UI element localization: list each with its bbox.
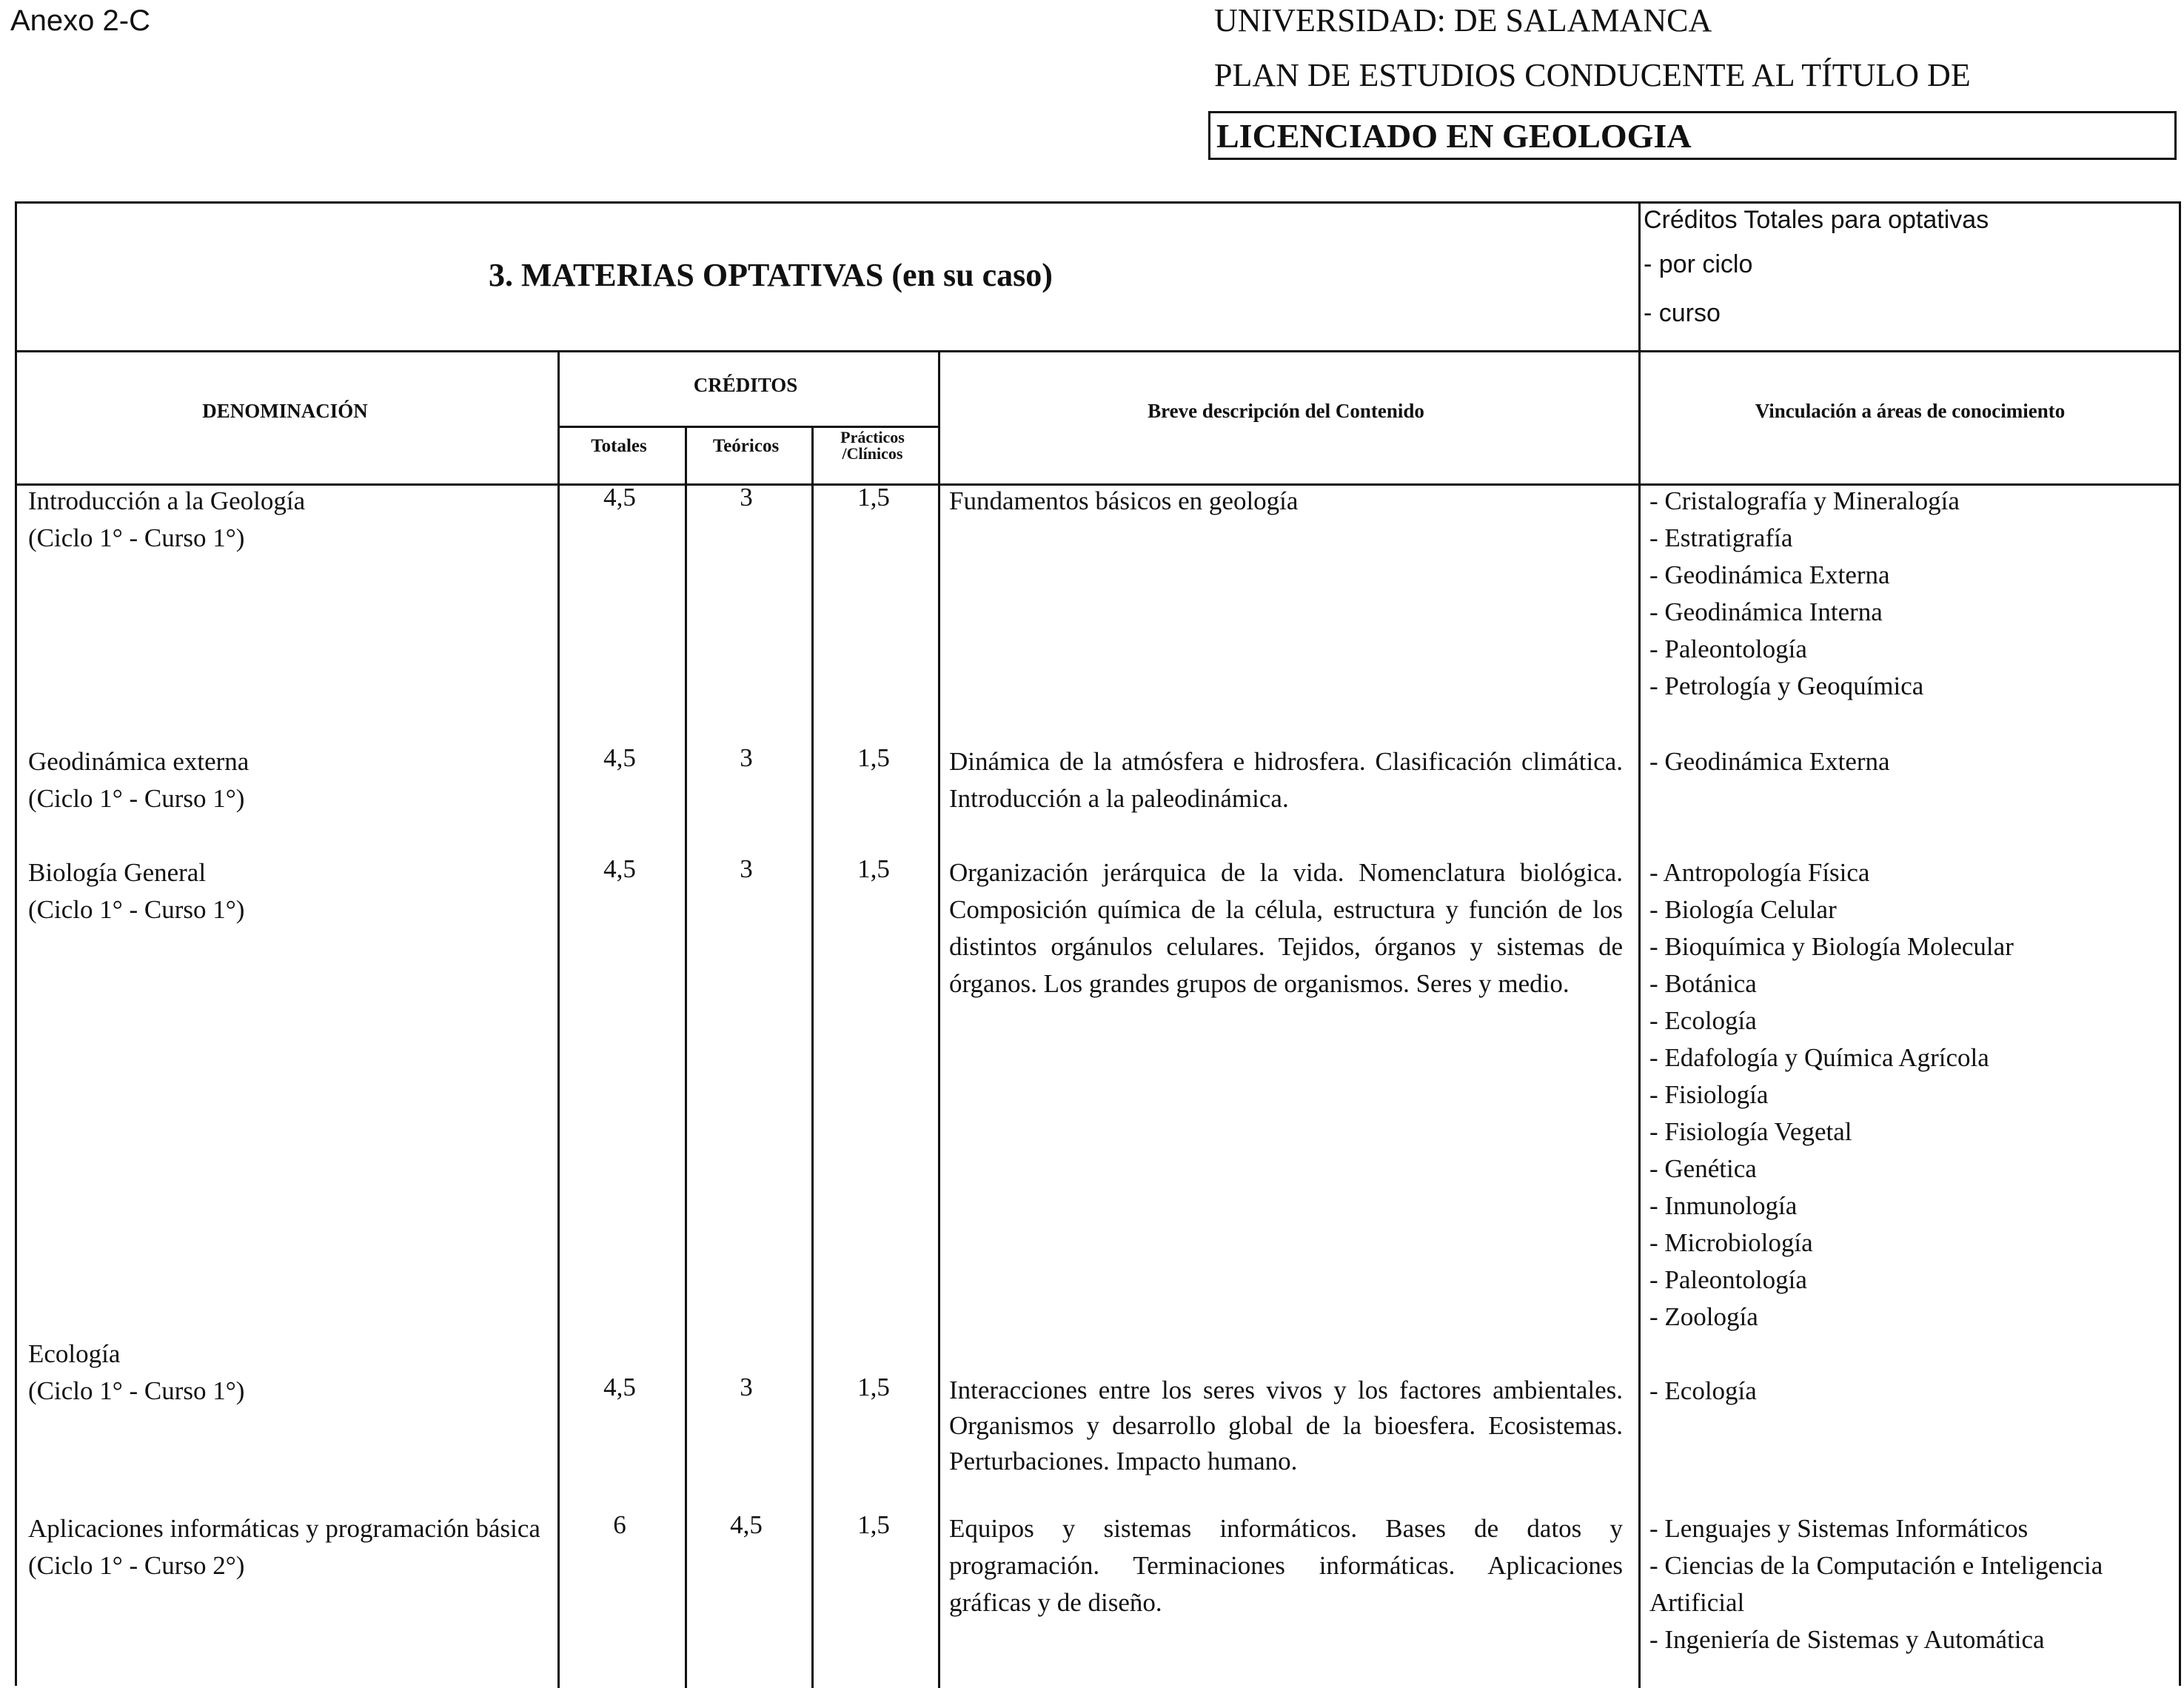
- subject-cycle: (Ciclo 1° - Curso 1°): [28, 523, 245, 552]
- column-divider-theory: [811, 426, 814, 1688]
- area-item: - Biología Celular: [1649, 895, 1837, 924]
- subject-row-1: [28, 483, 305, 557]
- subject-name: Ecología: [28, 1339, 121, 1368]
- area-item: - Fisiología: [1649, 1080, 1769, 1109]
- knowledge-areas: [1649, 854, 2014, 1336]
- subject-cycle: (Ciclo 1° - Curso 1°): [28, 895, 245, 924]
- area-item: - Zoología: [1649, 1302, 1758, 1331]
- section-title: 3. MATERIAS OPTATIVAS (en su caso): [489, 257, 1053, 293]
- area-item: - Paleontología: [1649, 634, 1807, 663]
- column-divider-name: [557, 350, 560, 1688]
- subject-description: Interacciones entre los seres vivos y los factores ambientales. Organismos y desarrollo global de la bioesfera. Ecosistemas. Perturbaciones. Impacto humano.: [949, 1376, 1623, 1476]
- credits-practical: 1,5: [857, 1373, 890, 1401]
- area-item: - Paleontología: [1649, 1265, 1807, 1294]
- area-item: - Geodinámica Externa: [1649, 747, 1890, 776]
- area-item: - Ciencias de la Computación e Inteligencia Artificial: [1649, 1551, 2103, 1617]
- degree-title-box: [1208, 111, 2177, 160]
- area-item: - Petrología y Geoquímica: [1649, 671, 1924, 700]
- subject-name: Geodinámica externa: [28, 747, 249, 776]
- subject-name: Biología General: [28, 858, 207, 887]
- subject-cycle: (Ciclo 1° - Curso 2°): [28, 1551, 245, 1580]
- area-item: - Ecología: [1649, 1006, 1757, 1035]
- area-item: - Ingeniería de Sistemas y Automática: [1649, 1625, 2045, 1654]
- subject-description: Equipos y sistemas informáticos. Bases de datos y programación. Terminaciones informáticas. Aplicaciones gráficas y de diseño.: [949, 1514, 1623, 1617]
- plan-title: PLAN DE ESTUDIOS CONDUCENTE AL TÍTULO DE: [1214, 57, 1971, 93]
- credits-practical: 1,5: [857, 1510, 890, 1539]
- credits-practical: 1,5: [857, 483, 890, 512]
- column-header-practical-line1: Prácticos: [840, 428, 905, 446]
- optional-credits-per-cycle: - por ciclo: [1644, 250, 1753, 278]
- credits-theory: 3: [740, 743, 753, 772]
- column-header-theory: Teóricos: [712, 436, 780, 456]
- column-header-practical: [809, 429, 936, 462]
- annex-label: Anexo 2-C: [10, 4, 150, 37]
- subject-row-4: [28, 1336, 244, 1410]
- area-item: - Ecología: [1649, 1376, 1757, 1405]
- column-divider-areas: [1638, 204, 1641, 1688]
- knowledge-areas: [1649, 1510, 2168, 1658]
- credits-practical: 1,5: [857, 743, 890, 772]
- column-header-description: Breve descripción del Contenido: [1148, 400, 1424, 422]
- credits-theory: 4,5: [730, 1510, 763, 1539]
- optional-credits-label: Créditos Totales para optativas: [1644, 206, 1989, 234]
- area-item: - Bioquímica y Biología Molecular: [1649, 932, 2014, 961]
- subject-cycle: (Ciclo 1° - Curso 1°): [28, 1376, 245, 1405]
- subject-description: Organización jerárquica de la vida. Nomenclatura biológica. Composición química de la célula, estructura y función de los distintos orgánulos celulares. Tejidos, órganos y sistemas de órganos. Los grandes grupos de organismos. Seres y medio.: [949, 858, 1623, 998]
- knowledge-areas: [1649, 1373, 1757, 1410]
- subject-description: Fundamentos básicos en geología: [949, 486, 1299, 515]
- area-item: - Lenguajes y Sistemas Informáticos: [1649, 1514, 2029, 1543]
- column-header-credits: CRÉDITOS: [693, 374, 798, 396]
- subject-row-2: [28, 743, 249, 817]
- area-item: - Edafología y Química Agrícola: [1649, 1043, 1989, 1072]
- area-item: - Estratigrafía: [1649, 523, 1793, 552]
- column-header-practical-line2: /Clínicos: [842, 444, 903, 463]
- area-item: - Geodinámica Interna: [1649, 597, 1883, 626]
- area-item: - Genética: [1649, 1154, 1757, 1183]
- knowledge-areas: [1649, 743, 1890, 780]
- credits-theory: 3: [740, 1373, 753, 1401]
- credits-theory: 3: [740, 854, 753, 883]
- column-divider-practical: [938, 350, 940, 1688]
- subject-row-3: [28, 854, 244, 928]
- column-divider-totals: [685, 426, 687, 1688]
- area-item: - Antropología Física: [1649, 858, 1870, 887]
- area-item: - Microbiología: [1649, 1228, 1813, 1257]
- area-item: - Fisiología Vegetal: [1649, 1117, 1852, 1146]
- column-header-areas: Vinculación a áreas de conocimiento: [1755, 400, 2066, 422]
- subject-row-5: [28, 1510, 546, 1584]
- credits-practical: 1,5: [857, 854, 890, 883]
- area-item: - Inmunología: [1649, 1191, 1798, 1220]
- credits-total: 4,5: [603, 743, 636, 772]
- column-header-name: DENOMINACIÓN: [202, 400, 368, 422]
- area-item: - Botánica: [1649, 969, 1757, 998]
- degree-title: LICENCIADO EN GEOLOGIA: [1216, 117, 1692, 155]
- column-header-totals: Totales: [591, 436, 647, 456]
- subject-cycle: (Ciclo 1° - Curso 1°): [28, 784, 245, 813]
- credits-theory: 3: [740, 483, 753, 512]
- header-divider: [17, 350, 2179, 352]
- credits-total: 4,5: [603, 1373, 636, 1401]
- area-item: - Geodinámica Externa: [1649, 560, 1890, 589]
- credits-total: 4,5: [603, 483, 636, 512]
- knowledge-areas: [1649, 483, 1960, 705]
- subject-name: Aplicaciones informáticas y programación básica: [28, 1514, 540, 1543]
- area-item: - Cristalografía y Mineralogía: [1649, 486, 1960, 515]
- university-name: UNIVERSIDAD: DE SALAMANCA: [1214, 2, 1712, 38]
- subject-description: Dinámica de la atmósfera e hidrosfera. Clasificación climática. Introducción a la paleodinámica.: [949, 747, 1623, 813]
- subject-name: Introducción a la Geología: [28, 486, 306, 515]
- credits-total: 6: [613, 1510, 626, 1539]
- optional-credits-per-course: - curso: [1644, 299, 1721, 327]
- credits-total: 4,5: [603, 854, 636, 883]
